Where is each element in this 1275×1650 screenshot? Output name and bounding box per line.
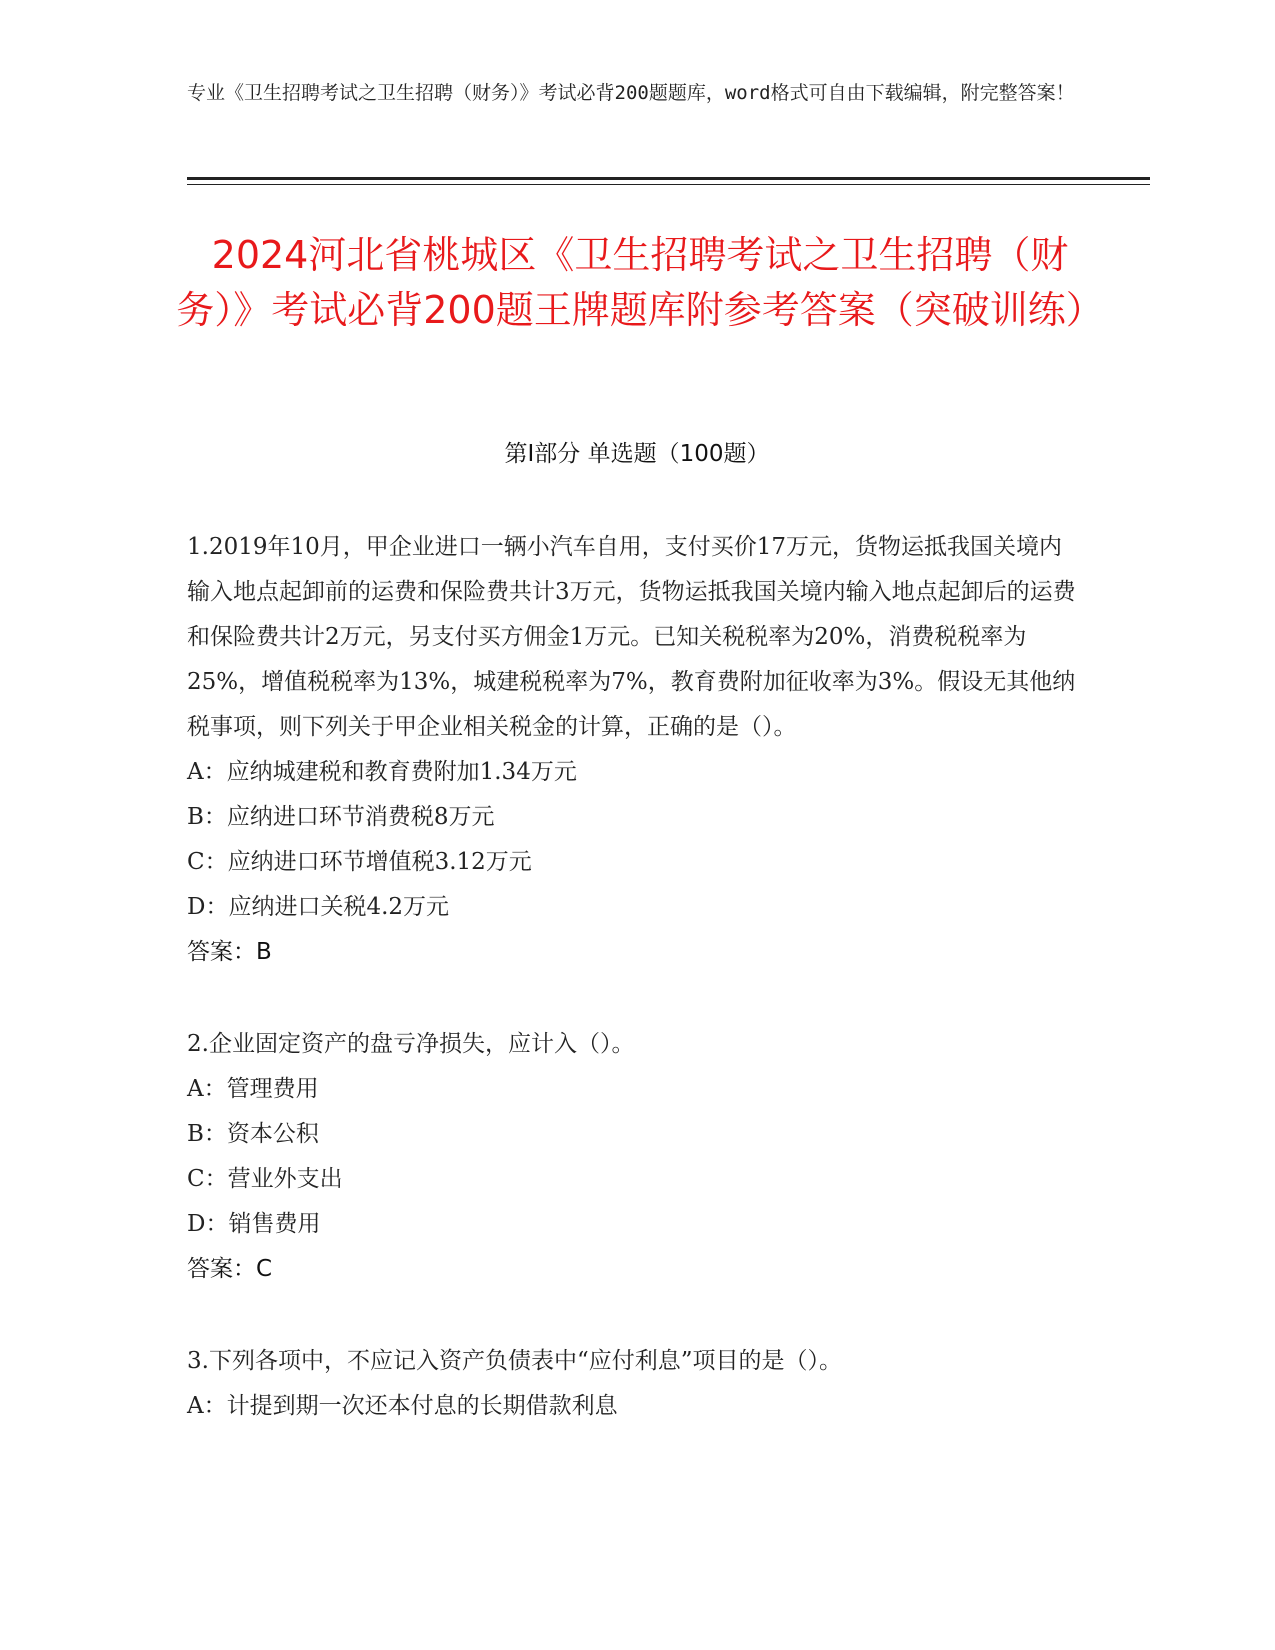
header-note: 专业《卫生招聘考试之卫生招聘（财务）》考试必背200题题库，word格式可自由下载编辑，附完整答案！ xyxy=(187,82,1075,104)
question-1 xyxy=(187,525,1077,975)
answer-label: 答案：C xyxy=(187,1256,273,1282)
option-a: A：应纳城建税和教育费附加1.34万元 xyxy=(187,759,577,785)
section-heading: 第Ⅰ部分 单选题（100题） xyxy=(504,441,770,467)
question-stem: 3.下列各项中，不应记入资产负债表中“应付利息”项目的是（）。 xyxy=(187,1348,842,1374)
option-d: D：销售费用 xyxy=(187,1211,321,1237)
option-b: B：资本公积 xyxy=(187,1121,319,1147)
question-stem: 2.企业固定资产的盘亏净损失，应计入（）。 xyxy=(187,1031,635,1057)
header-divider-thin xyxy=(187,184,1150,185)
answer-label: 答案：B xyxy=(187,939,272,965)
option-c: C：应纳进口环节增值税3.12万元 xyxy=(187,849,532,875)
question-list xyxy=(187,525,1077,1476)
question-2 xyxy=(187,1022,1077,1292)
header-divider-thick xyxy=(187,177,1150,180)
question-3 xyxy=(187,1339,1077,1429)
option-a: A：管理费用 xyxy=(187,1076,319,1102)
document-title: 2024河北省桃城区《卫生招聘考试之卫生招聘（财务）》考试必背200题王牌题库附参考答案（突破训练） xyxy=(176,233,1104,332)
question-stem: 1.2019年10月，甲企业进口一辆小汽车自用，支付买价17万元，货物运抵我国关境内输入地点起卸前的运费和保险费共计3万元，货物运抵我国关境内输入地点起卸后的运费和保险费共计2万元，另支付买方佣金1万元。已知关税税率为20%，消费税税率为25%，增值税税率为13%，城建税税率为7%，教育费附加征收率为3%。假设无其他纳税事项，则下列关于甲企业相关税金的计算，正确的是（）。 xyxy=(187,534,1076,740)
option-d: D：应纳进口关税4.2万元 xyxy=(187,894,450,920)
option-a: A：计提到期一次还本付息的长期借款利息 xyxy=(187,1393,618,1419)
option-c: C：营业外支出 xyxy=(187,1166,343,1192)
option-b: B：应纳进口环节消费税8万元 xyxy=(187,804,495,830)
